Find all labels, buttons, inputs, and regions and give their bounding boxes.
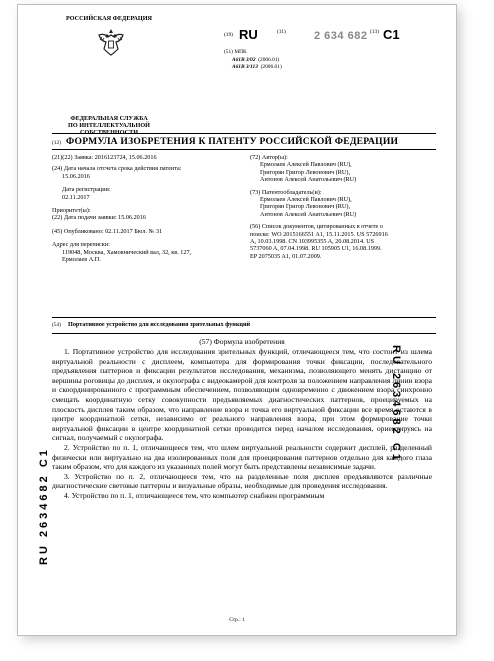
claims-heading: (57) Формула изобретения (199, 337, 285, 346)
cited-documents: (56) Список документов, цитированных в отчете о поиске: WO 2015166551 A1, 15.11.2015. US 5726916 A, 10.03.1998. CN 103995355 A, 20.08.2014. US 5737060 A, 07.04.1998. RU 105905 U1, 16.08.1999. EP 2075035 A1, 01.07.2009. (250, 223, 388, 260)
claim-3: 3. Устройство по п. 2, отличающееся тем, что на разделенные поля дисплея предъявляются различные диагностические световые паттерны и визуальные образы, необходимые для проведения исследования. (52, 471, 432, 491)
patent-page (17, 4, 457, 636)
ipc-entry (232, 64, 282, 71)
claim-1: 1. Портативное устройство для исследования зрительных функций, отличающееся тем, что состоит из шлема виртуальной реальности с дисплеем, компьютера для формирования точки фиксации, последовательного предъявления паттернов и фиксации результатов исследования, механизма, позволяющего менять дистанцию от вершины роговицы до дисплея, и окулографа с видеокамерой для контроля за положением направления линии взора и скоординированного с программным обеспечением, позволяющим одновременно с движением взора синхронно смещать координатную сетку совокупности предъявляемых диагностических паттернов, проецируемых на плоскость дисплея таким образом, что направление взора и точка его виртуальной фиксации все время остаются в центре координатной сетки, независимо от реального направления взора, при этом формирование точки виртуальной фиксации в центре координатной сетки проводится перед началом исследования, ориентируясь на сигнал, получаемый с окулографа. (52, 347, 432, 443)
author-name: Григорян Григор Левонович (RU), (260, 168, 351, 176)
side-label-left: RU 2634682 C1 (38, 447, 50, 565)
country-heading: РОССИЙСКАЯ ФЕДЕРАЦИЯ (65, 15, 152, 22)
owner-name: Григорян Григор Левонович (RU), (260, 203, 351, 211)
agency-line-2: ПО ИНТЕЛЛЕКТУАЛЬНОЙ СОБСТВЕННОСТИ (68, 122, 150, 136)
address-label: Адрес для переписки: (52, 241, 110, 249)
code-19: (19) (224, 32, 233, 38)
ipc-code: A61B 3/113 (232, 64, 258, 70)
ipc-heading: (51) МПК (224, 49, 247, 55)
publication-date: (45) Опубликовано: 02.11.2017 Бюл. № 31 (52, 227, 163, 235)
registration-label: Дата регистрации: (62, 186, 111, 194)
section-rule-54 (52, 317, 436, 318)
priority-label: Приоритет(ы): (52, 207, 91, 215)
claims-body (52, 347, 432, 501)
bibliographic-left (52, 154, 242, 263)
ipc-code: A61B 3/02 (232, 57, 256, 63)
address-line-1: 119048, Москва, Хамовнический вал, 32, кв. 127, (62, 248, 192, 256)
code-13: (13) (370, 29, 379, 35)
author-name: Ермолаев Алексей Павлович (RU), (260, 161, 352, 169)
claim-4: 4. Устройство по п. 1, отличающееся тем, что компьютер снабжен программным (64, 490, 325, 500)
country-code: RU (239, 27, 258, 42)
registration-date: 02.11.2017 (62, 193, 90, 201)
title-code: (12) (52, 140, 61, 146)
side-label-right: RU 2634682 C1 (390, 345, 402, 463)
code-54: (54) (52, 322, 61, 328)
term-start-date: 15.06.2016 (62, 172, 90, 180)
coat-of-arms-emblem (96, 27, 126, 57)
patent-number: 2 634 682 (314, 30, 368, 42)
authors-label: (72) Автор(ы): (250, 154, 288, 161)
ipc-year: (2006.01) (258, 57, 280, 63)
filing-date: (22) Дата подачи заявки: 15.06.2016 (52, 214, 146, 222)
address-line-2: Ермолаев А.П. (62, 256, 101, 264)
owners-label: (73) Патентообладатель(и): (250, 188, 322, 196)
title-rule-top (52, 133, 436, 134)
author-name: Антонов Алексей Анатольевич (RU) (260, 176, 357, 184)
kind-code: C1 (383, 27, 400, 42)
owner-name: Антонов Алексей Анатольевич (RU) (260, 210, 357, 218)
agency-line-1: ФЕДЕРАЛЬНАЯ СЛУЖБА (70, 115, 148, 122)
title-rule-bottom (52, 149, 436, 150)
document-title: ФОРМУЛА ИЗОБРЕТЕНИЯ К ПАТЕНТУ РОССИЙСКОЙ ФЕДЕРАЦИИ (66, 136, 399, 147)
ipc-year: (2006.01) (260, 64, 282, 70)
code-11: (11) (277, 29, 286, 35)
claim-2: 2. Устройство по п. 1, отличающееся тем, что шлем виртуальной реальности содержит дисплей, разделенный физически или виртуально на два изолированных поля для проецирования паттернов отдельно для каждого глаза таким образом, что для каждого из указанных полей могут быть представлены независимые задачи. (52, 442, 432, 472)
ipc-entry (232, 57, 279, 64)
bibliographic-right (250, 154, 390, 260)
section-rule-57 (52, 333, 436, 334)
invention-title: Портативное устройство для исследования зрительных функций (68, 321, 251, 328)
owner-name: Ермолаев Алексей Павлович (RU), (260, 196, 352, 204)
page-footer: Стр.: 1 (229, 617, 245, 623)
application-number: (21)(22) Заявка: 2016123724, 15.06.2016 (52, 154, 157, 161)
term-start-label: (24) Дата начала отсчета срока действия патента: (52, 165, 182, 173)
